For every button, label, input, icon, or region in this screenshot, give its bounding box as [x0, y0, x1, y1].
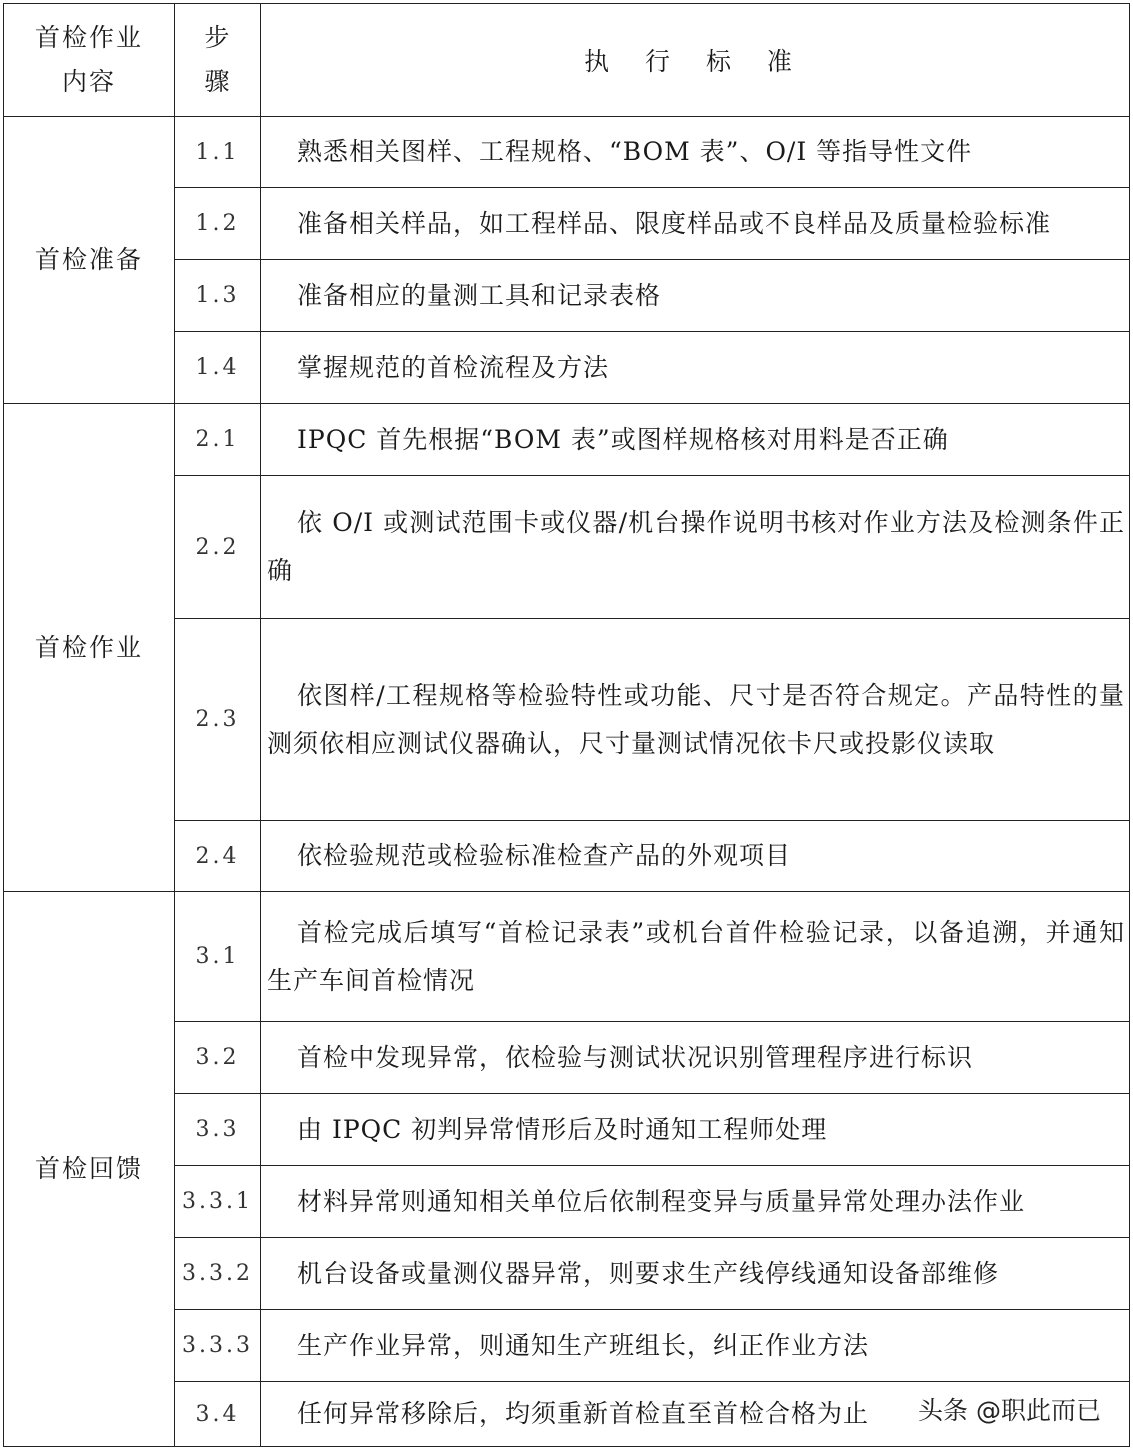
step-cell: 1.2 [175, 188, 261, 260]
standard-cell [261, 821, 1130, 892]
standard-text: 生产作业异常，则通知生产班组长，纠正作业方法 [297, 1330, 870, 1360]
step-cell: 3.3.3 [175, 1310, 261, 1382]
step-cell: 2.4 [175, 821, 261, 892]
table-row [4, 892, 1130, 1022]
step-cell: 3.3.1 [175, 1166, 261, 1238]
watermark: 头条 @职此而已 [914, 1391, 1105, 1427]
step-cell: 3.4 [175, 1382, 261, 1447]
category-cell: 首检回馈 [4, 892, 175, 1447]
standard-text: 准备相应的量测工具和记录表格 [297, 280, 662, 310]
step-cell: 2.2 [175, 476, 261, 619]
standard-cell [261, 188, 1130, 260]
step-cell: 3.1 [175, 892, 261, 1022]
standard-text: 材料异常则通知相关单位后依制程变异与质量异常处理办法作业 [297, 1186, 1026, 1216]
table-row [4, 404, 1130, 476]
standard-cell [261, 1166, 1130, 1238]
standard-text: 熟悉相关图样、工程规格、“BOM 表”、O/I 等指导性文件 [297, 137, 973, 166]
standard-text: 依 O/I 或测试范围卡或仪器/机台操作说明书核对作业方法及检测条件正确 [267, 508, 1125, 585]
step-cell: 1.3 [175, 260, 261, 332]
standard-cell [261, 117, 1130, 188]
standard-text: 首检中发现异常，依检验与测试状况识别管理程序进行标识 [297, 1042, 974, 1072]
standard-cell [261, 619, 1130, 821]
standard-cell [261, 1310, 1130, 1382]
standard-cell [261, 1238, 1130, 1310]
standard-text: 首检完成后填写“首检记录表”或机台首件检验记录，以备追溯，并通知生产车间首检情况 [267, 917, 1125, 995]
step-cell: 3.2 [175, 1022, 261, 1094]
standard-cell [261, 260, 1130, 332]
standard-cell [261, 1022, 1130, 1094]
standard-cell [261, 476, 1130, 619]
standard-cell [261, 1094, 1130, 1166]
standard-cell [261, 332, 1130, 404]
step-cell: 3.3.2 [175, 1238, 261, 1310]
step-cell: 3.3 [175, 1094, 261, 1166]
category-cell: 首检准备 [4, 117, 175, 404]
standard-text: 掌握规范的首检流程及方法 [297, 352, 610, 382]
standard-text: 任何异常移除后，均须重新首检直至首检合格为止 [297, 1399, 870, 1428]
header-standard: 执 行 标 准 [261, 4, 1130, 117]
header-row [4, 4, 1130, 117]
standard-text: IPQC 首先根据“BOM 表”或图样规格核对用料是否正确 [297, 424, 949, 454]
step-cell: 1.4 [175, 332, 261, 404]
standard-text: 依图样/工程规格等检验特性或功能、尺寸是否符合规定。产品特性的量测须依相应测试仪器确认，尺寸量测试情况依卡尺或投影仪读取 [267, 680, 1125, 758]
table-row [4, 117, 1130, 188]
step-cell: 2.1 [175, 404, 261, 476]
standard-text: 机台设备或量测仪器异常，则要求生产线停线通知设备部维修 [297, 1258, 1000, 1288]
category-cell: 首检作业 [4, 404, 175, 892]
step-cell: 1.1 [175, 117, 261, 188]
inspection-table [3, 3, 1130, 1447]
standard-text: 准备相关样品，如工程样品、限度样品或不良样品及质量检验标准 [297, 208, 1052, 238]
standard-text: 由 IPQC 初判异常情形后及时通知工程师处理 [297, 1114, 828, 1144]
standard-text: 依检验规范或检验标准检查产品的外观项目 [297, 841, 792, 870]
standard-cell [261, 404, 1130, 476]
standard-cell [261, 892, 1130, 1022]
header-step: 步骤 [175, 4, 261, 117]
step-cell: 2.3 [175, 619, 261, 821]
header-content: 首检作业内容 [4, 4, 175, 117]
